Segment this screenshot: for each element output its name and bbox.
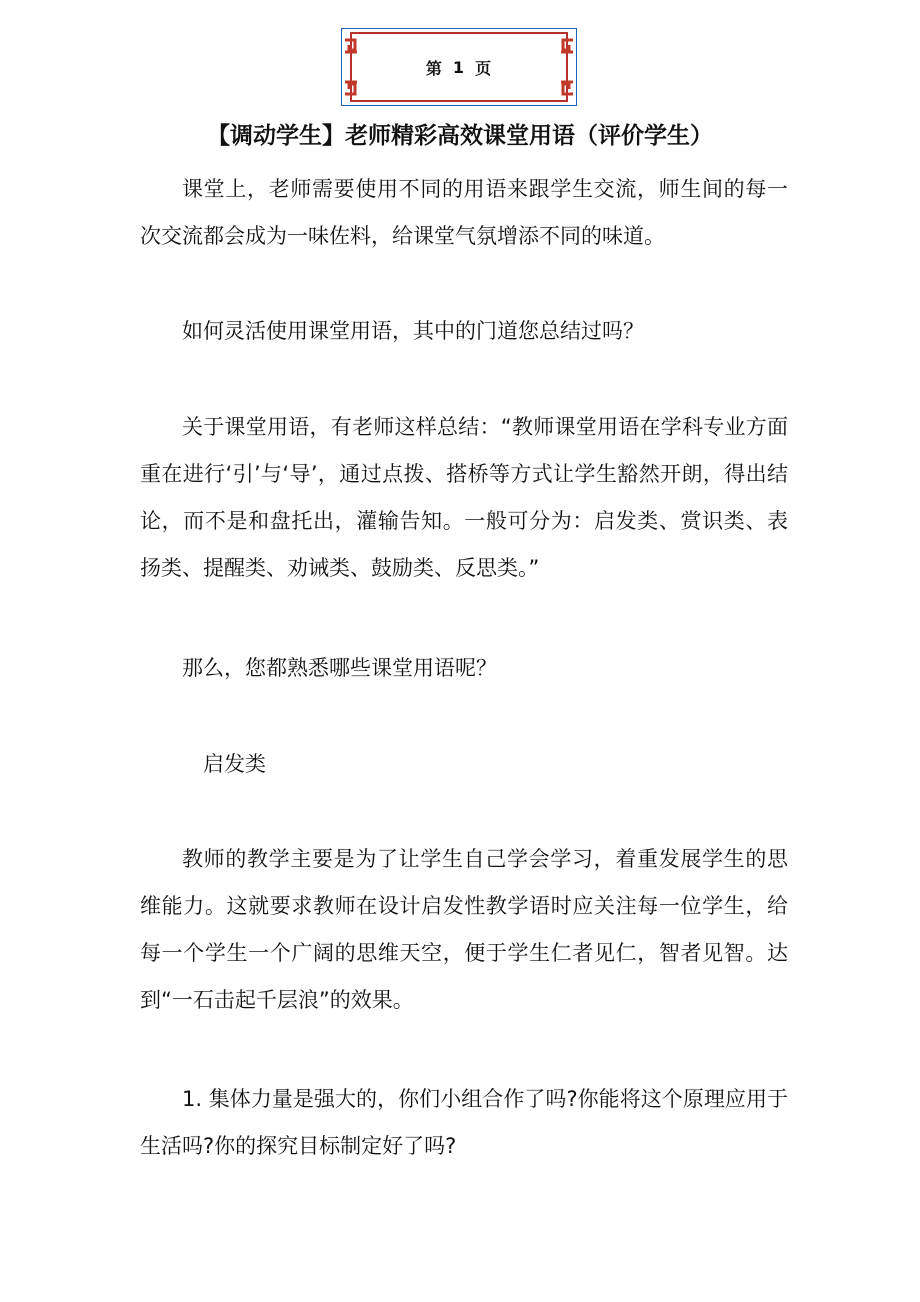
section-heading: 启发类 <box>203 752 266 776</box>
paragraph-familiar: 那么，您都熟悉哪些课堂用语呢？ <box>182 656 497 680</box>
page-suffix: 页 <box>475 58 493 78</box>
document-title: 【调动学生】老师精彩高效课堂用语（评价学生） <box>207 123 713 149</box>
page-number-badge <box>341 28 577 106</box>
page-label <box>341 28 577 106</box>
list-item-1: 1. 集体力量是强大的，你们小组合作了吗?你能将这个原理应用于生活吗?你的探究目标制定好了吗? <box>140 1087 788 1158</box>
page-prefix: 第 <box>425 58 443 78</box>
paragraph-intro: 课堂上，老师需要使用不同的用语来跟学生交流，师生间的每一次交流都会成为一味佐料，给课堂气氛增添不同的味道。 <box>140 177 788 248</box>
paragraph-section: 教师的教学主要是为了让学生自己学会学习，着重发展学生的思维能力。这就要求教师在设计启发性教学语时应关注每一位学生，给每一个学生一个广阔的思维天空，便于学生仁者见仁，智者见智。达到“一石击起千层浪”的效果。 <box>140 847 788 1012</box>
paragraph-question: 如何灵活使用课堂用语，其中的门道您总结过吗？ <box>182 319 644 343</box>
paragraph-summary: 关于课堂用语，有老师这样总结：“教师课堂用语在学科专业方面重在进行‘引’与‘导’，通过点拨、搭桥等方式让学生豁然开朗，得出结论，而不是和盘托出，灌输告知。一般可分为：启发类、赏识类、表扬类、提醒类、劝诫类、鼓励类、反思类。” <box>140 415 788 580</box>
page-number: 1 <box>452 57 466 77</box>
